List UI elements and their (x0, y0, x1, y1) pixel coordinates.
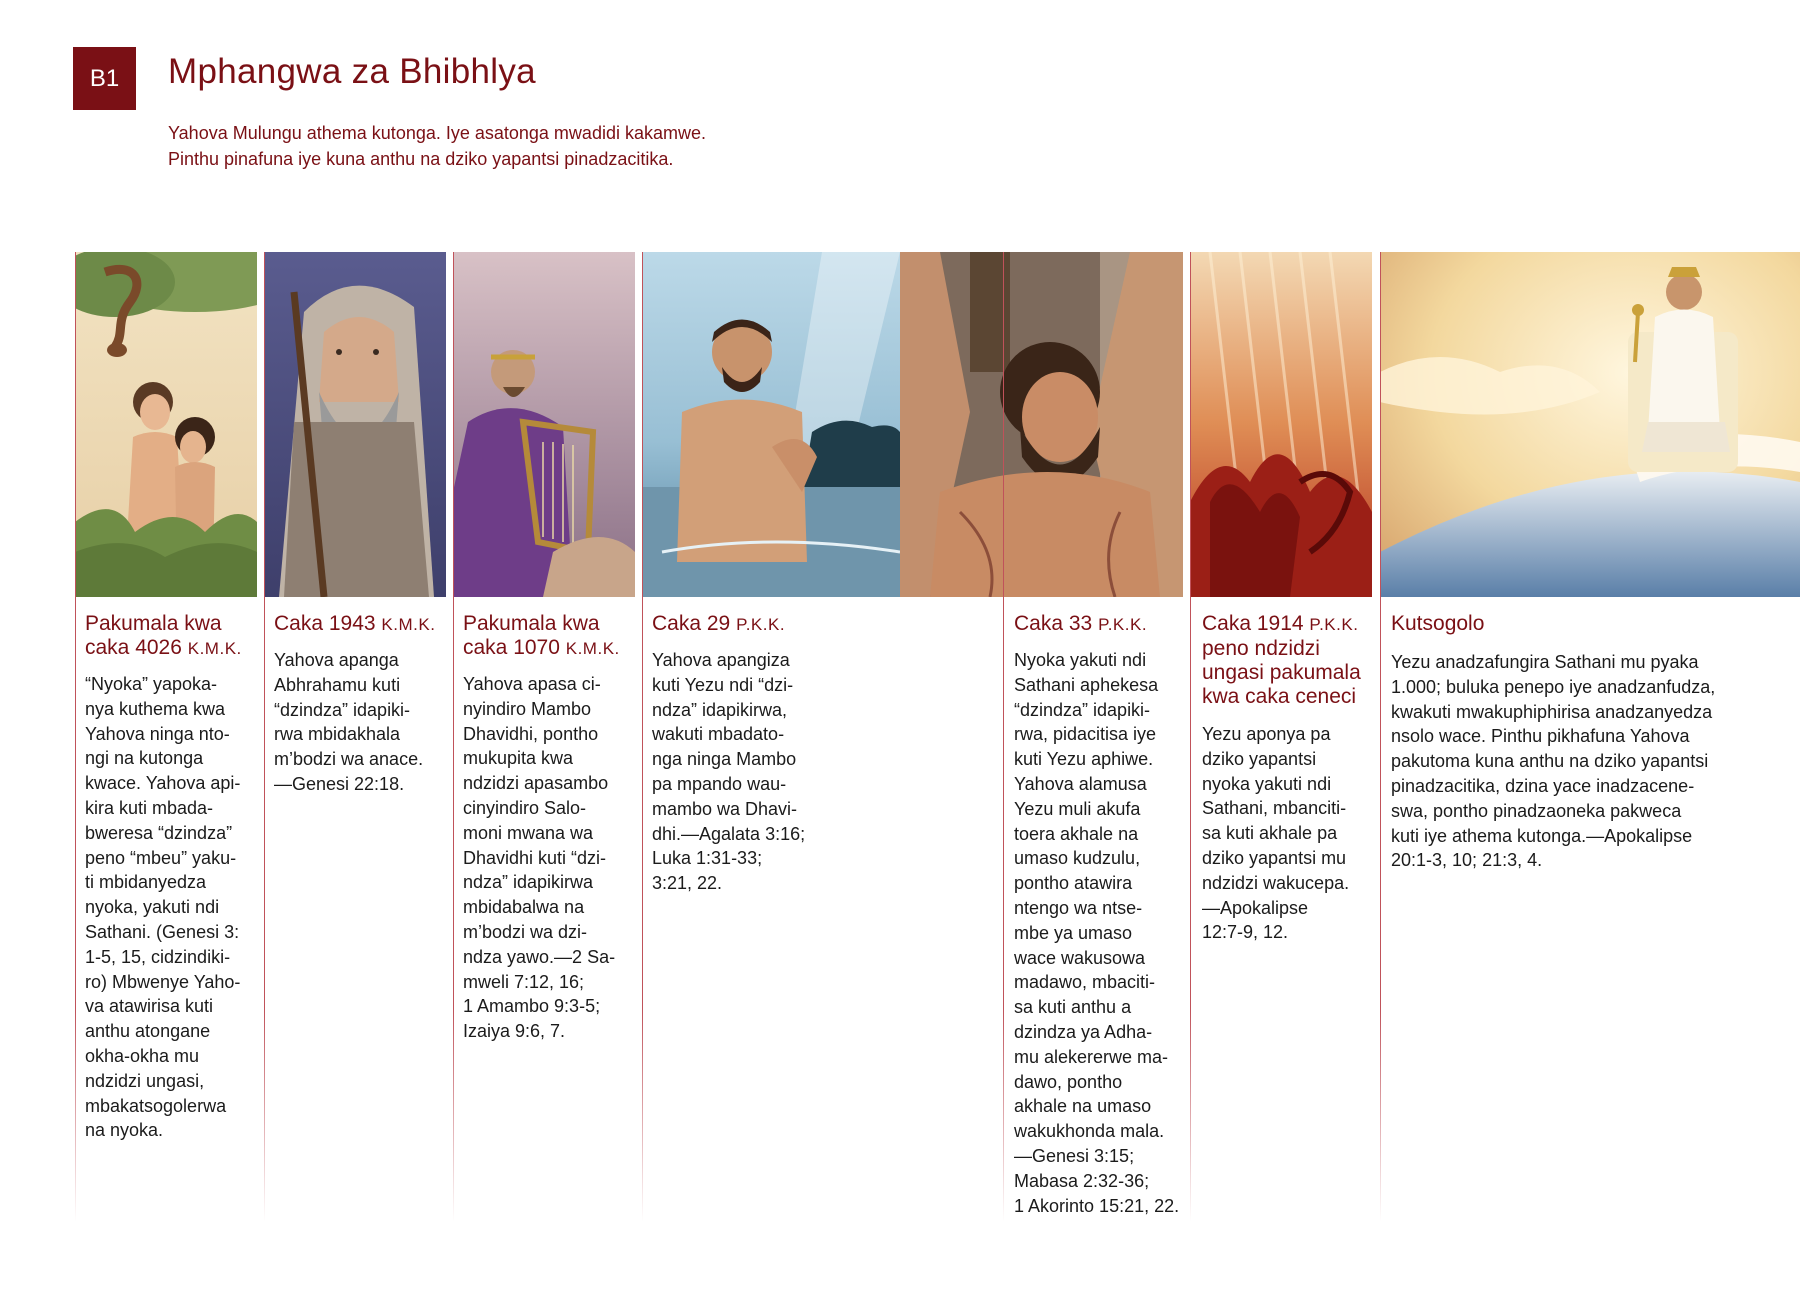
column-rule (642, 252, 643, 1222)
intro-text (168, 120, 706, 172)
intro-line: Pinthu pinafuna iye kuna anthu na dziko yapantsi pinadzacitika. (168, 149, 674, 169)
column-rule (75, 252, 76, 1222)
king-david-harp-illustration (453, 252, 635, 597)
column-rule (453, 252, 454, 1222)
adam-eve-serpent-illustration (75, 252, 257, 597)
page-title: Mphangwa za Bhibhlya (168, 52, 536, 91)
event-description: Nyoka yakuti ndi Sathani aphekesa “dzindza” idapiki- rwa, pidacitisa iye kuti Yezu aphiwe. Yahova alamusa Yezu muli akufa toera akhale na umaso kudzulu, pontho atawira ntengo wa ntse- mbe ya umaso wace wakusowa madawo, mbaciti- sa kuti anthu a dzindza ya Adha- mu alekererwe ma- dawo, pontho akhale na umaso wakukhonda mala. —Genesi 3:15; Mabasa 2:32-36; 1 Akorinto 15:21, 22. (1014, 650, 1180, 1216)
intro-line: Yahova Mulungu athema kutonga. Iye asatonga mwadidi kakamwe. (168, 123, 706, 143)
jesus-stake-illustration (900, 252, 1183, 597)
event-description: “Nyoka” yapoka- nya kuthema kwa Yahova ninga nto- ngi na kutonga kwace. Yahova api- kira kuti mbada- bweresa “dzindza” peno “mbeu” yaku- ti mbidanyedza nyoka, yakuti ndi Sathani. (Genesi 3: 1-5, 15, cidzindiki- ro) Mbwenye Yaho- va atawirisa kuti anthu atongane okha-okha mu ndzidzi ungasi, mbakatsogolerwa na nyoka. (85, 674, 241, 1141)
event-description: Yezu aponya pa dziko yapantsi nyoka yakuti ndi Sathani, mbanciti- sa kuti akhale pa dziko yapantsi mu ndzidzi wakucepa. —Apokalipse 12:7-9, 12. (1202, 724, 1350, 943)
event-date-heading: Caka 1914 P.K.K. peno ndzidzi ungasi pakumala kwa caka ceneci (1202, 612, 1361, 708)
column-rule (264, 252, 265, 1222)
event-description: Yahova apasa ci- nyindiro Mambo Dhavidhi, pontho mukupita kwa ndzidzi apasambo cinyindiro Salo- moni mwana wa Dhavidhi kuti “dzi- ndza” idapikirwa mbidabalwa na m’bodzi wa dzi- ndza yawo.—2 Sa- mweli 7:12, 16; 1 Amambo 9:3-5; Izaiya 9:6, 7. (463, 674, 616, 1042)
satan-cast-down-illustration (1190, 252, 1372, 597)
event-description: Yahova apanga Abhrahamu kuti “dzindza” idapiki- rwa mbidakhala m’bodzi wa anace. —Genesi 22:18. (274, 650, 424, 794)
event-date-heading: Caka 1943 K.M.K. (274, 612, 436, 635)
event-date-heading: Pakumala kwa caka 1070 K.M.K. (463, 612, 620, 659)
event-date-heading: Caka 29 P.K.K. (652, 612, 786, 635)
event-date-heading: Kutsogolo (1391, 612, 1485, 635)
event-date-heading: Caka 33 P.K.K. (1014, 612, 1148, 635)
column-rule (1003, 252, 1004, 1222)
event-description: Yahova apangiza kuti Yezu ndi “dzi- ndza” idapikirwa, wakuti mbadato- nga ninga Mambo pa mpando wau- mambo wa Dhavi- dhi.—Agalata 3:16; Luka 1:31-33; 3:21, 22. (652, 650, 806, 894)
abraham-illustration (264, 252, 446, 597)
section-badge: B1 (73, 47, 136, 110)
event-date-heading: Pakumala kwa caka 4026 K.M.K. (85, 612, 242, 659)
jesus-throne-clouds-illustration (1380, 252, 1800, 597)
event-description: Yezu anadzafungira Sathani mu pyaka 1.000; buluka penepo iye anadzanfudza, kwakuti mwakuphiphirisa anadzanyedza nsolo wace. Pinthu pikhafuna Yahova pakutoma kuna anthu na dziko yapantsi pinadzacitika, dzina yace inadzacene- swa, pontho pinadzaoneka pakweca kuti iye athema kutonga.—Apokalipse 20:1-3, 10; 21:3, 4. (1391, 652, 1716, 871)
jesus-baptism-illustration (642, 252, 900, 597)
column-rule (1190, 252, 1191, 1222)
